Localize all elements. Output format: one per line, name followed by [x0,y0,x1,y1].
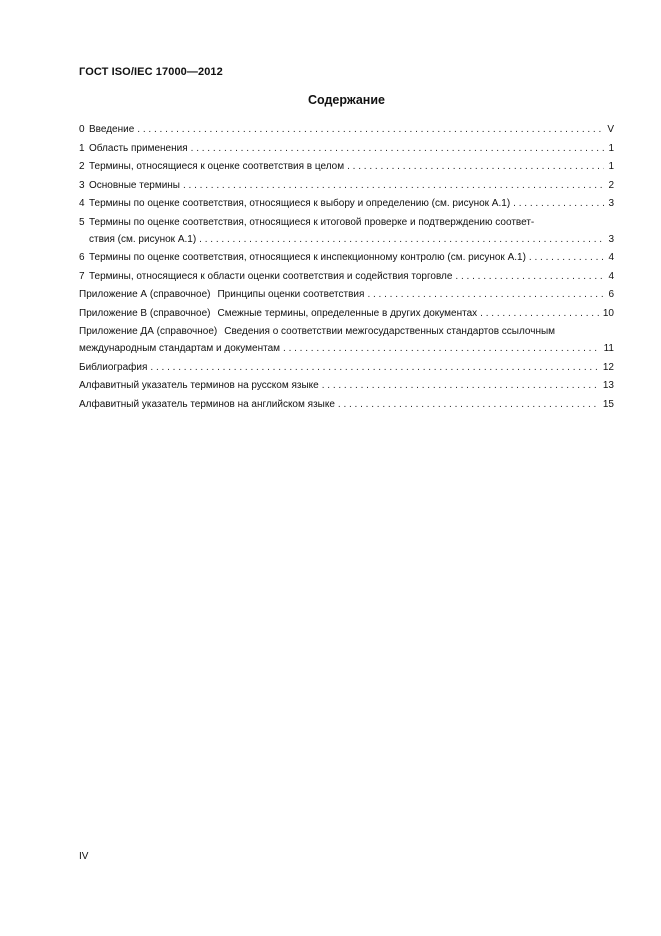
dot-leader [180,177,604,194]
dot-leader [364,286,604,303]
dot-leader [188,140,605,157]
toc-entry-page: 12 [602,361,614,373]
annex-prefix: Приложение В (справочное) [79,307,211,319]
dot-leader [526,249,605,266]
toc-entry-number: 1 [79,142,85,154]
toc-entry-page: 2 [608,179,614,191]
toc-entry-page: 11 [603,343,614,354]
toc-entry-number: 0 [79,124,85,135]
toc-entry-page: 4 [608,270,614,282]
toc-entry-bibliography[interactable] [79,359,614,376]
toc-entry-page: 1 [608,142,614,154]
toc-entry-title: Термины по оценке соответствия, относящиеся к инспекционному контролю (см. рисунок А.1) [89,252,526,263]
toc-entry-number: 5 [79,216,85,228]
toc-entry-page: 3 [608,233,614,245]
toc-entry-page: 6 [608,289,614,300]
toc-entry-review-attestation[interactable] [79,214,614,248]
toc-entry-title: Принципы оценки соответствия [217,289,365,300]
toc-entry-title: Алфавитный указатель терминов на русском языке [79,380,319,391]
toc-entry-title: Область применения [89,142,188,154]
toc-entry-russian-index[interactable] [79,377,614,394]
toc-entry-page: 1 [608,161,614,172]
toc-entry-annex-b[interactable] [79,305,614,322]
toc-entry-scope[interactable] [79,140,614,157]
toc-entry-title-line1: Сведения о соответствии межгосударственных стандартов ссылочным [224,326,556,337]
annex-prefix: Приложение ДА (справочное) [79,326,218,337]
dot-leader [196,231,604,248]
toc-entry-annex-a[interactable] [79,286,614,303]
toc-entry-number: 7 [79,270,85,282]
dot-leader [280,340,600,357]
toc-entry-trade-facilitation[interactable] [79,268,614,285]
annex-prefix: Приложение А (справочное) [79,289,211,300]
toc-entry-introduction[interactable] [79,121,614,138]
toc-entry-annex-da[interactable] [79,323,614,357]
toc-entry-title: Смежные термины, определенные в других документах [217,307,478,319]
toc-entry-page: 15 [602,398,614,410]
dot-leader [147,359,598,376]
dot-leader [510,195,604,212]
toc-entry-basic-terms[interactable] [79,177,614,194]
dot-leader [134,121,603,138]
toc-entry-title: Алфавитный указатель терминов на английском языке [79,398,335,410]
toc-entry-selection-determination[interactable] [79,195,614,212]
toc-entry-page: 4 [608,252,614,263]
toc-entry-page: V [607,124,614,135]
dot-leader [344,158,604,175]
toc-entry-surveillance[interactable] [79,249,614,266]
toc-title: Содержание [307,93,385,107]
dot-leader [477,305,599,322]
page-number: IV [79,851,89,862]
toc-entry-number: 6 [79,252,85,263]
toc-entry-title: Термины по оценке соответствия, относящиеся к выбору и определению (см. рисунок А.1) [89,198,511,209]
toc-entry-title: Библиография [79,361,148,373]
toc-entry-title: Основные термины [89,179,180,191]
toc-entry-page: 13 [602,380,614,391]
toc-entry-title-line2: ствия (см. рисунок А.1) [89,233,197,245]
dot-leader [319,377,599,394]
toc-entry-page: 10 [602,307,614,319]
toc-entry-number: 3 [79,179,85,191]
toc-entry-title-line1: Термины по оценке соответствия, относящиеся к итоговой проверке и подтверждению соответ- [89,216,535,228]
toc-entry-page: 3 [608,198,614,209]
toc-entry-title: Термины, относящиеся к области оценки соответствия и содействия торговле [89,270,453,282]
dot-leader [452,268,604,285]
toc-entry-title: Введение [89,124,135,135]
toc-entry-english-index[interactable] [79,396,614,413]
document-code-header: ГОСТ ISO/IEC 17000—2012 [79,66,223,78]
toc-entry-title: Термины, относящиеся к оценке соответствия в целом [89,161,345,172]
toc-entry-general-terms[interactable] [79,158,614,175]
toc-entry-number: 4 [79,198,85,209]
toc-entry-title-line2: международным стандартам и документам [79,343,281,354]
dot-leader [335,396,599,413]
toc-entry-number: 2 [79,161,85,172]
table-of-contents [79,121,614,414]
